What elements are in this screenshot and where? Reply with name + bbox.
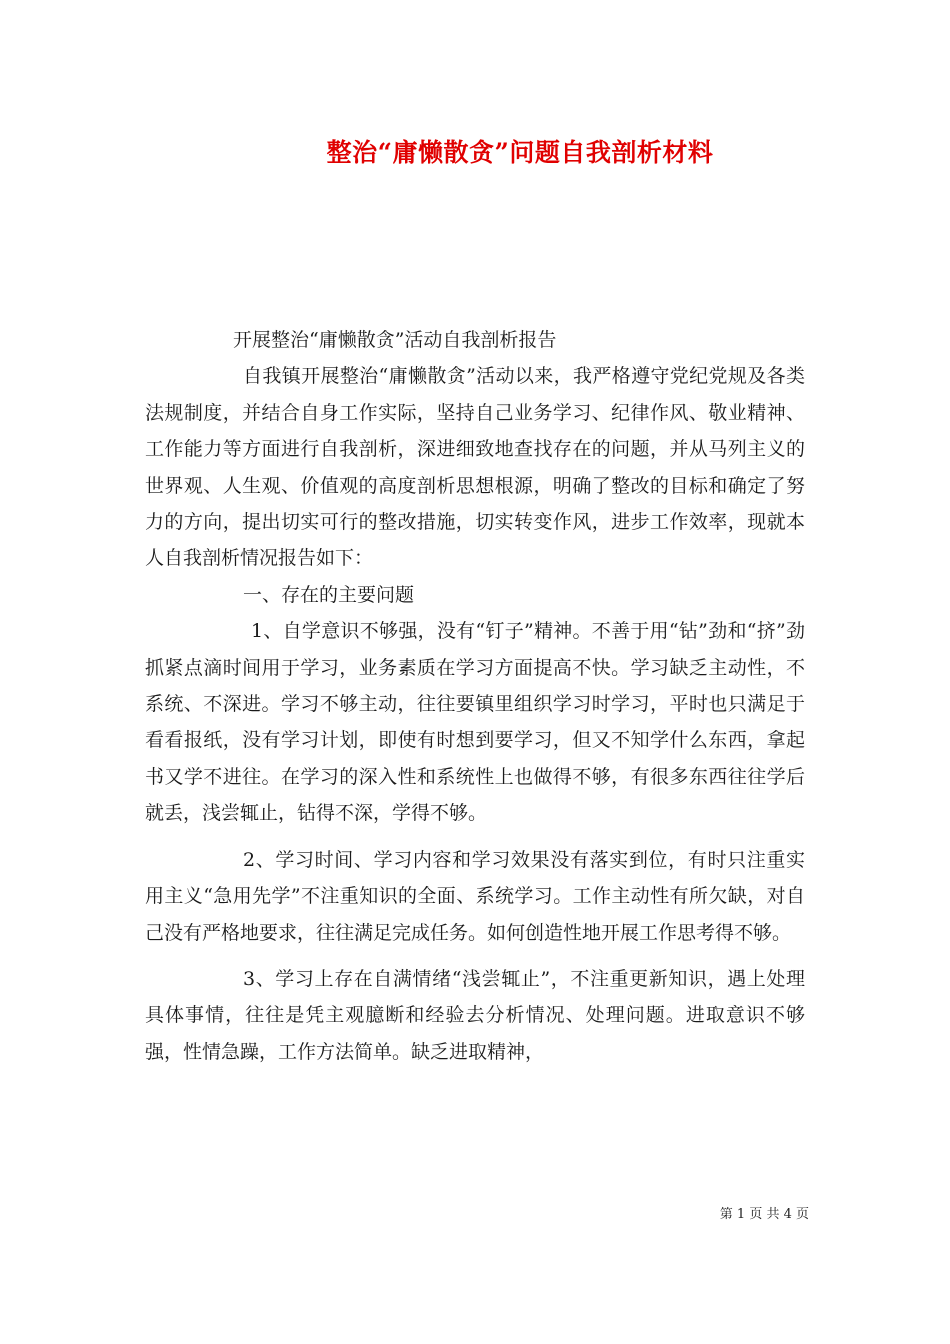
report-subtitle: 开展整治“庸懒散贪”活动自我剖析报告 bbox=[233, 329, 557, 351]
section-heading: 一、存在的主要问题 bbox=[243, 583, 415, 606]
problem-item-1: 1、自学意识不够强，没有“钉子”精神。不善于用“钻”劲和“挤”劲抓紧点滴时间用于学习，业务素质在学习方面提高不快。学习缺乏主动性，不系统、不深进。学习不够主动，往往要镇里组织学习时学习，平时也只满足于看看报纸，没有学习计划，即使有时想到要学习，但又不知学什么东西，拿起书又学不进往。在学习的深入性和系统性上也做得不够，有很多东西往往学后就丢，浅尝辄止，钻得不深，学得不够。 bbox=[145, 620, 805, 825]
problem-item-2: 2、学习时间、学习内容和学习效果没有落实到位，有时只注重实用主义“急用先学”不注重知识的全面、系统学习。工作主动性有所欠缺，对自己没有严格地要求，往往满足完成任务。如何创造性地开展工作思考得不够。 bbox=[145, 848, 805, 944]
document-body bbox=[145, 322, 805, 1070]
paragraph-spacer bbox=[145, 832, 805, 842]
problem-item-3: 3、学习上存在自满情绪“浅尝辄止”，不注重更新知识，遇上处理具体事情，往往是凭主观臆断和经验去分析情况、处理问题。进取意识不够强，性情急躁，工作方法简单。缺乏进取精神， bbox=[145, 967, 805, 1063]
paragraph-spacer bbox=[145, 951, 805, 961]
document-title: 整治“庸懒散贪”问题自我剖析材料 bbox=[326, 138, 714, 167]
intro-paragraph: 自我镇开展整治“庸懒散贪”活动以来，我严格遵守党纪党规及各类法规制度，并结合自身工作实际，坚持自己业务学习、纪律作风、敬业精神、工作能力等方面进行自我剖析，深进细致地查找存在的问题，并从马列主义的世界观、人生观、价值观的高度剖析思想根源，明确了整改的目标和确定了努力的方向，提出切实可行的整改措施，切实转变作风，进步工作效率，现就本人自我剖析情况报告如下： bbox=[145, 365, 805, 570]
page-number: 第 1 页 共 4 页 bbox=[719, 1207, 809, 1222]
